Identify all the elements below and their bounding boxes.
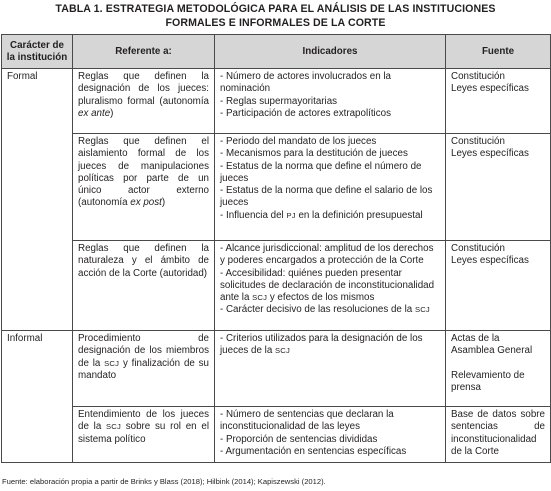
table-title-line-1: TABLA 1. ESTRATEGIA METODOLÓGICA PARA EL ANÁLISIS DE LAS INSTITUCIONES	[55, 3, 496, 15]
fuente-item: Constitución	[451, 243, 505, 254]
caracter-formal: Formal	[2, 69, 73, 331]
source-footnote: Fuente: elaboración propia a partir de Brinks y Blass (2018); Hilbink (2014); Kapiszewski (2012).	[2, 477, 326, 486]
indicator-item: - Influencia del PJ en la definición presupuestal	[220, 209, 423, 221]
header-indicadores: Indicadores	[215, 35, 446, 69]
indicadores-cell	[215, 134, 446, 241]
header-caracter: Carácter de la institución	[2, 35, 73, 69]
indicator-item: - Estatus de la norma que define el número de jueces	[220, 160, 422, 184]
table-row	[2, 134, 551, 241]
fuente-item: Leyes específicas	[451, 83, 529, 95]
table-row	[2, 69, 551, 134]
table-row	[2, 331, 551, 407]
indicadores-cell	[215, 69, 446, 134]
table-title	[0, 2, 551, 30]
indicadores-cell	[215, 331, 446, 407]
fuente-item: Relevamiento de prensa	[451, 369, 525, 393]
table-row	[2, 407, 551, 463]
header-row	[2, 35, 551, 69]
fuente-cell	[446, 134, 551, 241]
caracter-informal: Informal	[2, 331, 73, 463]
indicadores-cell	[215, 241, 446, 331]
fuente-cell	[446, 69, 551, 134]
referente-cell: Reglas que definen la naturaleza y el ámbito de acción de la Corte (autoridad)	[73, 241, 215, 331]
fuente-item: Leyes específicas	[451, 148, 529, 160]
referente-cell: Procedimiento de designación de los miembros de la SCJ y finalización de su mandato	[73, 331, 215, 407]
indicator-item: - Mecanismos para la destitución de jueces	[220, 148, 408, 160]
indicator-item: - Reglas supermayoritarias	[220, 95, 338, 107]
indicator-item: - Proporción de sentencias divididas	[220, 433, 378, 445]
fuente-cell	[446, 331, 551, 407]
table-title-line-2: FORMALES E INFORMALES DE LA CORTE	[165, 17, 386, 29]
indicator-item: - Número de sentencias que declaran la inconstitucionalidad de las leyes	[220, 409, 394, 433]
referente-cell: Reglas que definen el aislamiento formal de los jueces de manipulaciones políticas por parte de un único actor externo (autonomía ex post)	[73, 134, 215, 241]
fuente-item: Leyes específicas	[451, 255, 529, 267]
indicator-item: - Carácter decisivo de las resoluciones de la SCJ	[220, 304, 430, 316]
fuente-item: Constitución	[451, 71, 505, 82]
fuente-item: Actas de la Asamblea General	[451, 333, 533, 357]
fuente-cell	[446, 241, 551, 331]
header-fuente: Fuente	[446, 35, 551, 69]
table-row	[2, 241, 551, 331]
fuente-cell	[446, 407, 551, 463]
indicator-item: - Número de actores involucrados en la nominación	[220, 71, 391, 95]
header-referente: Referente a:	[73, 35, 215, 69]
indicator-item: - Criterios utilizados para la designación de los jueces de la SCJ	[220, 333, 423, 357]
indicator-item: - Alcance jurisdiccional: amplitud de los derechos y poderes encargados a protección de la Corte	[220, 243, 434, 267]
indicator-item: - Argumentación en sentencias específicas	[220, 445, 407, 457]
referente-cell: Reglas que definen la designación de los jueces: pluralismo formal (autonomía ex ante)	[73, 69, 215, 134]
methodology-table	[1, 34, 551, 463]
indicadores-cell	[215, 407, 446, 463]
fuente-item: Constitución	[451, 136, 505, 147]
indicator-item: - Periodo del mandato de los jueces	[220, 136, 377, 147]
referente-cell: Entendimiento de los jueces de la SCJ sobre su rol en el sistema político	[73, 407, 215, 463]
indicator-item: - Estatus de la norma que define el salario de los jueces	[220, 185, 433, 209]
fuente-item: Base de datos sobre sentencias de inconstitucionalidad de la Corte	[451, 409, 545, 457]
indicator-item: - Participación de actores extrapolíticos	[220, 107, 391, 119]
indicator-item: - Accesibilidad: quiénes pueden presentar solicitudes de declaración de inconstitucionalidad ante la SCJ y efectos de los mismos	[220, 267, 435, 304]
